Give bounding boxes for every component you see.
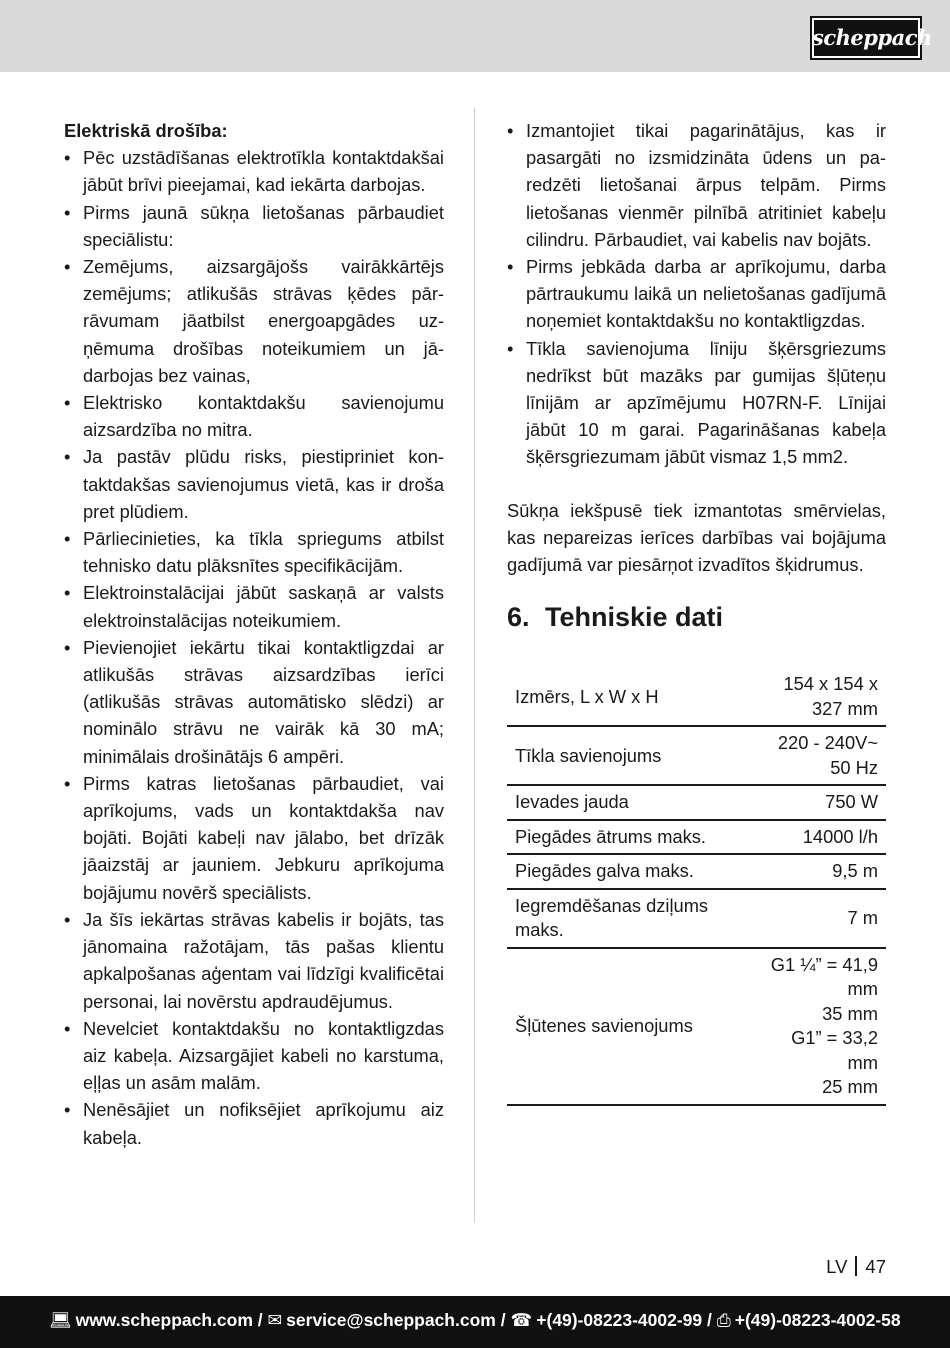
phone-icon: ☎ bbox=[510, 1310, 533, 1330]
bullet-text: Nevelciet kontaktdakšu no kontaktligzdas aiz kabeļa. Aizsargājiet kabeli no karstuma, eļļas un asām malām. bbox=[83, 1017, 444, 1094]
bullet-item bbox=[64, 199, 444, 253]
email-icon: ✉ bbox=[267, 1310, 283, 1330]
bullet-text: Nenēsājiet un nofiksējiet aprīkojumu aiz kabeļa. bbox=[83, 1099, 444, 1148]
section-title: Tehniskie dati bbox=[545, 602, 724, 633]
bullet-text: Tīkla savienojuma līniju šķērsgriezums nedrīkst būt mazāks par gumijas šļūteņu līnijām ar apzīmējumu H07RN-F. Līnijai jābūt 10 m garai. Pagarināšanas kabeļa šķērsgriezumam jābūt vismaz 1,5 mm2. bbox=[526, 337, 886, 468]
spec-label: Piegādes galva maks. bbox=[507, 854, 753, 889]
bullet-dot: • bbox=[507, 120, 514, 141]
bullet-text: Pārliecinieties, ka tīkla spriegums atbilst tehnisko datu plāksnītes specifikācijām. bbox=[83, 528, 444, 577]
bullet-dot: • bbox=[507, 337, 514, 359]
spec-label: Iegremdēšanas dziļums maks. bbox=[507, 889, 753, 948]
bullet-dot: • bbox=[64, 908, 71, 930]
bullet-text: Ja šīs iekārtas strāvas kabelis ir bojāts, tas jānomaina ražotājam, tās pašas klientu apkalpošanas aģentam vai līdzīgi kvalificētai personai, lai novērstu apdraudējumus. bbox=[83, 908, 444, 1012]
bullet-dot: • bbox=[64, 446, 71, 468]
spec-value: 750 W bbox=[753, 785, 886, 820]
bullet-text: Izmantojiet tikai pagarinātājus, kas ir pasargāti no izsmidzināta ūdens un paredzēti lietošanai ārpus telpām. Pirms lietošanas vienmēr pilnībā atritiniet kabeļu cilindru. Pārbaudiet, vai kabelis nav bojāts. bbox=[526, 120, 886, 250]
footer-website[interactable]: www.scheppach.com / bbox=[75, 1310, 263, 1330]
bullet-item bbox=[64, 144, 444, 198]
bullet-dot: • bbox=[64, 1099, 71, 1121]
scheppach-logo: scheppach bbox=[810, 16, 922, 60]
page-lang: LV bbox=[826, 1256, 848, 1277]
fax-icon: ⎙ bbox=[716, 1310, 731, 1330]
footer-bar bbox=[0, 1296, 950, 1348]
footer-fax: +(49)-08223-4002-58 bbox=[734, 1310, 901, 1330]
footer-phone: +(49)-08223-4002-99 / bbox=[536, 1310, 712, 1330]
electrical-safety-list bbox=[64, 144, 444, 1151]
spec-label: Izmērs, L x W x H bbox=[507, 668, 753, 726]
spec-value: 154 x 154 x 327 mm bbox=[753, 668, 886, 726]
spec-value: 7 m bbox=[753, 889, 886, 948]
computer-icon: 💻︎ bbox=[49, 1310, 72, 1330]
bullet-item bbox=[64, 634, 444, 770]
bullet-text: Zemējums, aizsargājošs vairākkārtējs zemējums; atlikušās strāvas ķēdes pārrāvumam jāatbilst energoapgādes uzņēmuma drošības noteikumiem un jādarbojas bez vainas, bbox=[83, 256, 444, 386]
lubricant-note: Sūkņa iekšpusē tiek izmantotas smērvielas, kas nepareizas ierīces darbības vai bojājuma gadījumā var piesārņot izvadītos šķidrumus. bbox=[507, 499, 886, 576]
bullet-dot: • bbox=[64, 147, 71, 169]
right-column bbox=[507, 117, 886, 1106]
spec-label: Šļūtenes savienojums bbox=[507, 948, 753, 1105]
page-number-value: 47 bbox=[865, 1256, 886, 1277]
electrical-safety-heading: Elektriskā drošība: bbox=[64, 120, 228, 141]
bullet-text: Pirms jaunā sūkņa lietošanas pārbaudiet speciālistu: bbox=[83, 201, 444, 250]
bullet-dot: • bbox=[64, 1017, 71, 1039]
bullet-item bbox=[507, 253, 886, 335]
bullet-text: Pirms katras lietošanas pārbaudiet, vai aprīkojums, vads un kontaktdakša nav bojāti. Bojāti kabeļi nav jālabo, bet drīzāk jāaizstāj ar jauniem. Jebkuru aprīkojuma bojājumu novērš speciālists. bbox=[83, 772, 444, 903]
bullet-text: Pirms jebkāda darba ar aprīkojumu, darba pārtraukumu laikā un nelietošanas gadījumā noņemiet kontaktdakšu no kontaktligzdas. bbox=[526, 256, 886, 332]
bullet-dot: • bbox=[64, 636, 71, 658]
spec-label: Piegādes ātrums maks. bbox=[507, 820, 753, 855]
bullet-item bbox=[64, 770, 444, 906]
spec-value: G1 ¼” = 41,9 mm 35 mm G1” = 33,2 mm 25 mm bbox=[753, 948, 886, 1105]
bullet-item bbox=[507, 335, 886, 471]
bullet-item bbox=[64, 389, 444, 443]
section-number: 6. bbox=[507, 602, 530, 633]
bullet-dot: • bbox=[64, 201, 71, 223]
spec-row bbox=[507, 785, 886, 820]
bullet-dot: • bbox=[64, 772, 71, 794]
bullet-text: Pēc uzstādīšanas elektrotīkla kontaktdakšai jābūt brīvi pieejamai, kad iekārta darbojas. bbox=[83, 147, 444, 196]
column-divider bbox=[474, 108, 475, 1223]
bullet-dot: • bbox=[64, 256, 71, 278]
spec-value: 14000 l/h bbox=[753, 820, 886, 855]
bullet-text: Elektroinstalācijai jābūt saskaņā ar valsts elektroinstalācijas noteikumiem. bbox=[83, 582, 444, 631]
bullet-item bbox=[64, 443, 444, 525]
header-bar bbox=[0, 0, 950, 72]
page-separator bbox=[855, 1256, 857, 1276]
bullet-dot: • bbox=[507, 256, 514, 278]
bullet-item bbox=[507, 117, 886, 253]
bullet-item bbox=[64, 906, 444, 1015]
spec-row bbox=[507, 726, 886, 785]
spec-value: 220 - 240V~ 50 Hz bbox=[753, 726, 886, 785]
bullet-text: Elektrisko kontaktdakšu savienojumu aizsardzība no mitra. bbox=[83, 392, 444, 441]
spec-row bbox=[507, 854, 886, 889]
bullet-dot: • bbox=[64, 582, 71, 604]
bullet-dot: • bbox=[64, 528, 71, 550]
spec-row bbox=[507, 820, 886, 855]
bullet-item bbox=[64, 1015, 444, 1097]
spec-label: Tīkla savienojums bbox=[507, 726, 753, 785]
cable-safety-list bbox=[507, 117, 886, 471]
bullet-item bbox=[64, 253, 444, 389]
footer-email[interactable]: service@scheppach.com / bbox=[286, 1310, 506, 1330]
bullet-item bbox=[64, 525, 444, 579]
spec-label: Ievades jauda bbox=[507, 785, 753, 820]
spec-row bbox=[507, 948, 886, 1105]
technical-data-heading bbox=[507, 600, 886, 634]
bullet-text: Pievienojiet iekārtu tikai kontaktligzdai ar atlikušās strāvas aizsardzības ierīci (atlikušās strāvas automātisko slēdzi) ar nominālo strāvu ne vairāk kā 30 mA; minimālais drošinātājs 6 ampēri. bbox=[83, 636, 444, 767]
bullet-item bbox=[64, 1096, 444, 1150]
page-number bbox=[826, 1256, 886, 1278]
spec-row bbox=[507, 889, 886, 948]
spec-row bbox=[507, 668, 886, 726]
bullet-item bbox=[64, 579, 444, 633]
bullet-text: Ja pastāv plūdu risks, piestipriniet kontaktdakšas savienojumus vietā, kas ir droša pret plūdiem. bbox=[83, 446, 444, 522]
spec-value: 9,5 m bbox=[753, 854, 886, 889]
bullet-dot: • bbox=[64, 392, 71, 414]
technical-data-table bbox=[507, 668, 886, 1106]
left-column bbox=[64, 117, 444, 1151]
